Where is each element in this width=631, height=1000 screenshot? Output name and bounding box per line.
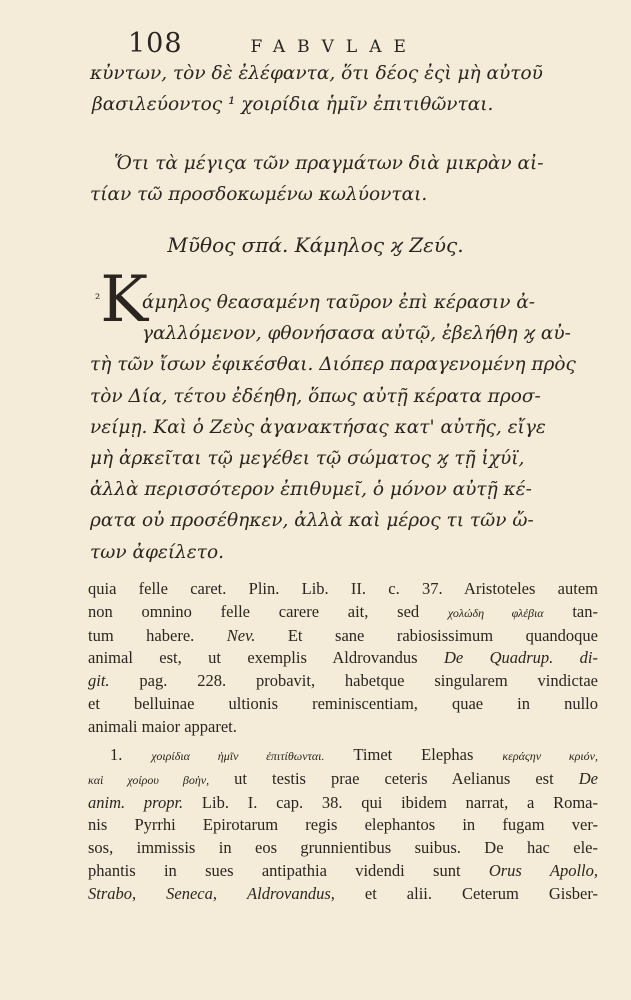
running-head: FABVLAE [250, 37, 418, 57]
fable-title: Μῦθος σπά. Κάμηλος ϗ Ζεύς. [167, 233, 464, 257]
fable-line: των ἀφείλετο. [90, 541, 224, 563]
latin-commentary [88, 578, 598, 739]
latin-line: nis Pyrrhi Epirotarum regis elephantos in fugam ver- [88, 815, 598, 835]
latin-footnote [88, 744, 598, 906]
latin-line: animali maior apparet. [88, 716, 237, 736]
latin-line: animal est, ut exemplis Aldrovandus De Quadrup. di- [88, 648, 598, 668]
latin-line: tum habere. Nev. Et sane rabiosissimum quandoque [88, 625, 598, 645]
latin-line: quia felle caret. Plin. Lib. II. c. 37. Aristoteles autem [88, 579, 598, 598]
fable-line: νείμῃ. Καὶ ὁ Ζεὺς ἀγανακτήσας κατ' αὐτῆς, εἴγε [90, 416, 546, 438]
greek-line: βασιλεύοντος ¹ χοιρίδια ἡμῖν ἐπιτιθῶνται. [92, 94, 494, 115]
drop-cap [95, 263, 149, 337]
fable-line: τὸν Δία, τέτου ἐδέηθη, ὅπως αὐτῇ κέρατα προσ- [90, 385, 541, 407]
latin-line: phantis in sues antipathia videndi sunt Orus Apollo, [88, 860, 598, 880]
drop-cap-letter: Κ [100, 263, 149, 337]
fable-line: μὴ ἀρκεῖται τῷ μεγέθει τῷ σώματος ϗ τῇ ἰχύϊ, [90, 448, 525, 470]
fable-line: ρατα οὐ προσέθηκεν, ἀλλὰ καὶ μέρος τι τῶν ὤ- [90, 510, 534, 532]
latin-line: 1. χοιρίδια ἡμῖν ἐπιτίθωνται. Timet Elephas κεράςην κριόν, [110, 745, 598, 764]
greek-continuation [90, 58, 598, 120]
page-number: 108 [128, 28, 183, 59]
fable-line: άμηλος θεασαμένη ταῦρον ἐπὶ κέρασιν ἀ- [142, 292, 536, 313]
latin-line: Strabo, Seneca, Aldrovandus, et alii. Ceterum Gisber- [88, 883, 599, 903]
latin-line: non omnino felle carere ait, sed χολώδη φλέβια tan- [88, 601, 598, 621]
page-header [128, 28, 458, 59]
fable-line: γαλλόμενον, φθονήσασα αὐτῷ, ἐβελήθη ϗ αὐ- [142, 323, 571, 345]
latin-line: et belluinae ultionis reminiscentiam, quae in nullo [88, 693, 598, 713]
latin-line: anim. propr. Lib. I. cap. 38. qui ibidem narrat, a Roma- [88, 792, 598, 812]
fable-line: τὴ τῶν ἴσων ἐφικέσθαι. Διόπερ παραγενομένη πρὸς [90, 354, 576, 376]
latin-line: καὶ χοίρου βοὴν, ut testis prae ceteris Aelianus est De [88, 768, 598, 788]
greek-moral [90, 148, 598, 210]
fable-text [90, 263, 600, 568]
greek-line: τίαν τῶ προσδοκωμένω κωλύονται. [90, 184, 428, 205]
latin-line: sos, immissis in eos grunnientibus suibus. De hac ele- [88, 838, 598, 858]
fable-line: ἀλλὰ περισσότερον ἐπιθυμεῖ, ὁ μόνον αὐτῇ κέ- [90, 479, 532, 501]
greek-line: κὐντων, τὸν δὲ ἐλέφαντα, ὅτι δέος ἐςὶ μὴ αὐτοῦ [90, 63, 543, 84]
greek-line: Ὅτι τὰ μέγιςα τῶν πραγμάτων διὰ μικρὰν αἰ- [114, 153, 544, 174]
latin-line: git. pag. 228. probavit, habetque singularem vindictae [88, 671, 598, 691]
footnote-marker: ² [95, 292, 101, 307]
